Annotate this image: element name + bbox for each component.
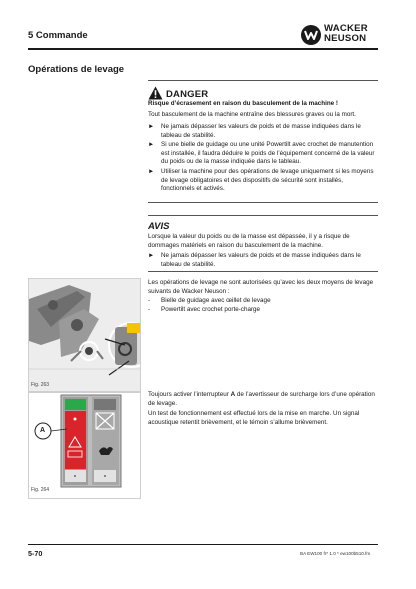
lifting-eye-illustration: [29, 279, 140, 391]
dash-marker: -: [148, 297, 151, 304]
fig-263-caption: Fig. 263: [31, 382, 50, 388]
bullet-arrow-icon: ►: [148, 123, 155, 130]
wacker-neuson-logo: [300, 24, 382, 46]
avis-label: AVIS: [148, 221, 170, 232]
danger-list: [148, 123, 378, 194]
warning-triangle-icon: [148, 86, 163, 100]
overload-paragraph-1: Toujours activer l’interrupteur A de l’avertisseur de surcharge lors d’une opération de levage.: [148, 391, 375, 407]
danger-bottom-rule: [148, 202, 378, 203]
overload-paragraph-2: Un test de fonctionnement est effectué lors de la mise en marche. Un signal acoustique retentit brièvement, et le témoin s’allume brièvement.: [148, 410, 360, 426]
bullet-arrow-icon: ►: [148, 252, 155, 259]
list-item: ► Ne jamais dépasser les valeurs de poids et de masse indiquées dans le tableau de stabilité.: [148, 123, 361, 139]
danger-top-rule: [148, 80, 378, 81]
chapter-title: 5 Commande: [28, 30, 88, 41]
lifting-list: [148, 297, 378, 314]
logo-line-2: NEUSON: [324, 33, 367, 44]
logo-line-1: WACKER: [324, 23, 368, 34]
switch-key-a: A: [230, 391, 236, 398]
danger-intro: Tout basculement de la machine entraîne des blessures graves ou la mort.: [148, 111, 356, 118]
document-reference: BA EW100 fr* 1.0 * ew100b510.fm: [300, 551, 371, 556]
bullet-arrow-icon: ►: [148, 167, 155, 175]
page-number: 5-70: [28, 549, 43, 558]
danger-subtitle: Risque d’écrasement en raison du basculement de la machine !: [148, 100, 339, 107]
avis-list: [148, 252, 378, 269]
fig-264-caption: Fig. 264: [31, 487, 50, 493]
dash-marker: -: [148, 305, 151, 313]
section-title: Opérations de levage: [28, 64, 125, 75]
avis-bottom-rule: [148, 271, 378, 272]
footer-rule: [28, 544, 378, 545]
list-item: - Powertilt avec crochet porte-charge: [148, 305, 261, 313]
callout-a-label: A: [40, 427, 46, 434]
list-item: ► Ne jamais dépasser les valeurs de poids et de masse indiquées dans le tableau de stabilité.: [148, 252, 361, 268]
list-item: - Bielle de guidage avec œillet de levage: [148, 297, 271, 304]
bullet-arrow-icon: ►: [148, 141, 155, 149]
fig-264-image: [28, 392, 141, 499]
lifting-intro: Les opérations de levage ne sont autorisées qu’avec les deux moyens de levage suivants de Wacker Neuson :: [148, 279, 374, 295]
danger-heading: [148, 85, 378, 101]
list-item: ► Utiliser la machine pour des opérations de levage uniquement si les moyens de levage obligatoires et des dispositifs de sécurité sont installés, fonctionnels et activés.: [148, 167, 374, 193]
header-rule: [28, 48, 378, 50]
list-item: ► Si une bielle de guidage ou une unité Powertilt avec crochet de manutention est installée, il faudra déduire le poids de l’équipement concerné de la valeur du poids ou de la masse indiquée dans le tableau.: [148, 141, 375, 166]
danger-label: DANGER: [166, 89, 209, 100]
avis-top-rule: [148, 215, 378, 216]
avis-intro: Lorsque la valeur du poids ou de la masse est dépassée, il y a risque de dommages matériels en raison du basculement de la machine.: [148, 233, 350, 249]
fig-263-image: [28, 278, 141, 392]
overload-switch-illustration: [29, 393, 140, 498]
logo-emblem-icon: [300, 24, 322, 46]
